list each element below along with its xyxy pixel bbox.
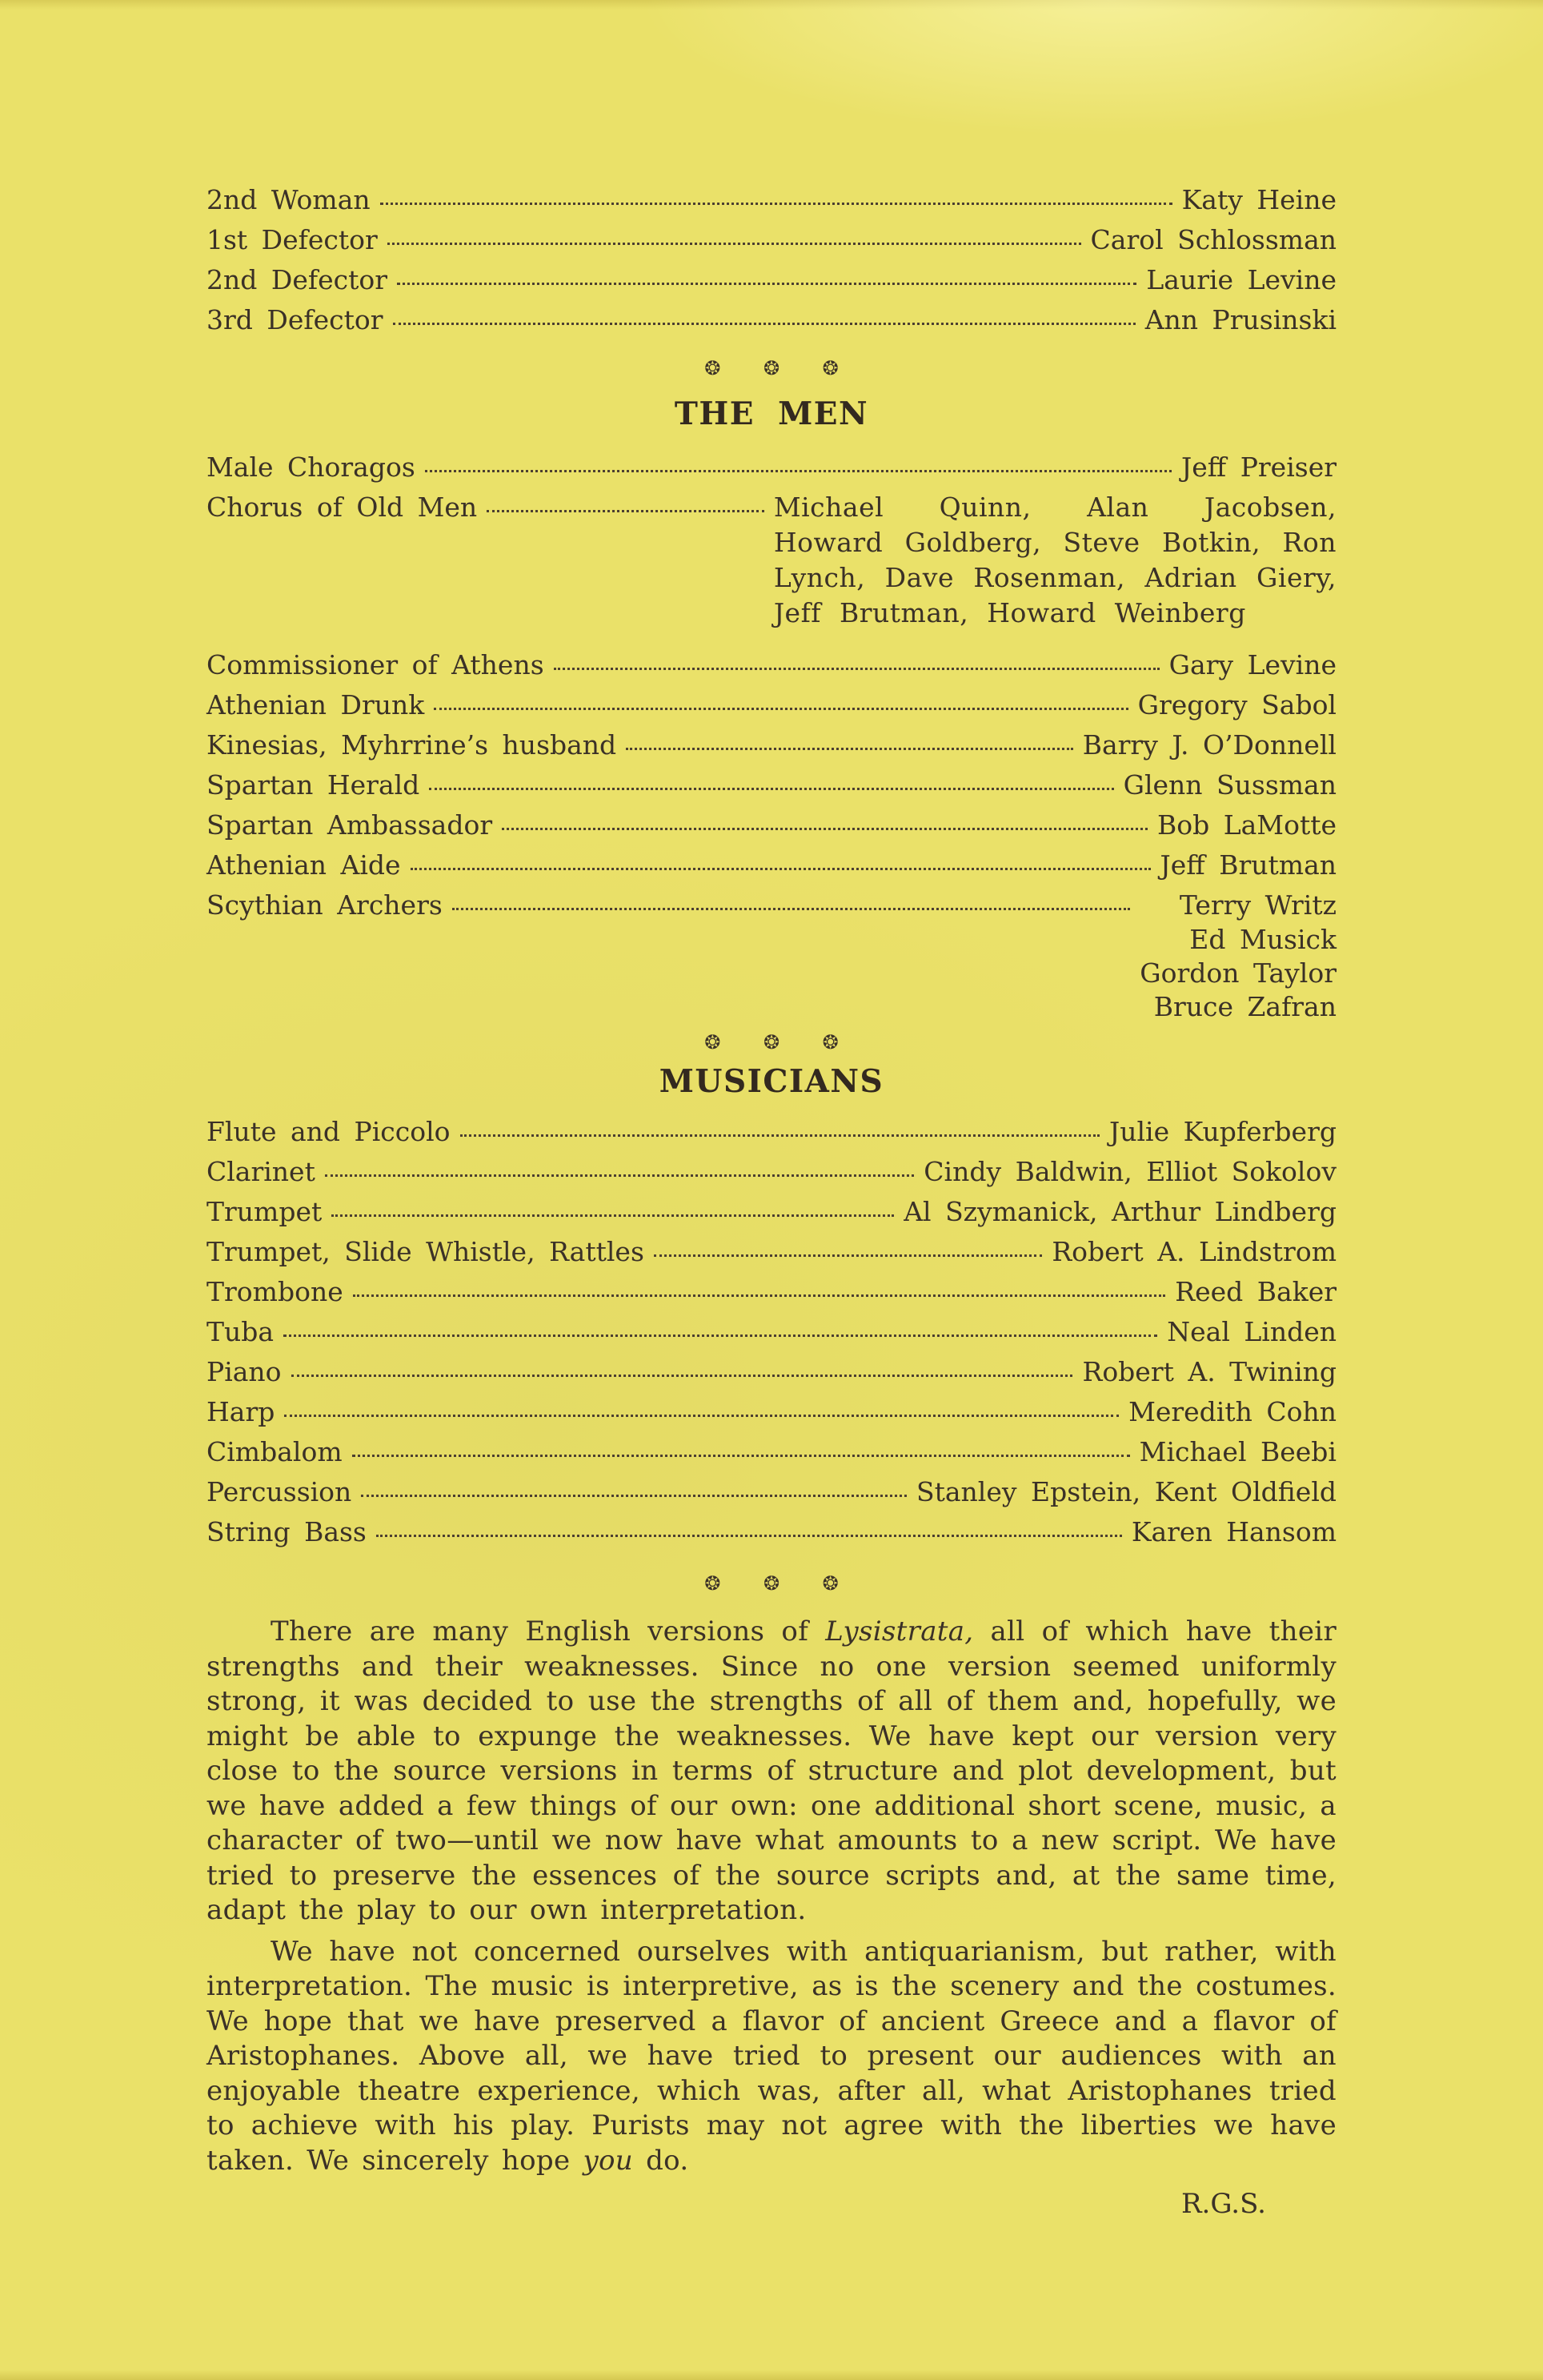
musician-name: Stanley Epstein, Kent Oldfield — [916, 1476, 1337, 1507]
role-label: Athenian Drunk — [206, 689, 425, 720]
note-text: We have not concerned ourselves with antiquarianism, but rather, with interpretation. The music is interpretive, as is the scenery and the costumes. We hope that we have preserved a flavor of ancient Greece and a flavor of Aristophanes. Above all, we have tried to present our audiences with an enjoyable theatre experience, which was, after all, what Aristophanes tried to achieve with his play. Purists may not agree with the liberties we have taken. We sincerely hope — [206, 1935, 1337, 2177]
musician-name: Michael Beebi — [1139, 1436, 1337, 1467]
dot-leader — [352, 1455, 1130, 1457]
performer-name: Jeff Preiser — [1181, 452, 1337, 483]
performer-name: Gary Levine — [1168, 649, 1337, 680]
instrument-label: Flute and Piccolo — [206, 1116, 451, 1147]
musician-row — [206, 1312, 1337, 1352]
performer-name: Terry Writz — [1179, 889, 1337, 921]
performer-name: Ann Prusinski — [1144, 304, 1337, 335]
musician-row — [206, 1272, 1337, 1312]
dot-leader — [626, 748, 1073, 750]
role-label: 3rd Defector — [206, 304, 383, 335]
dot-leader — [325, 1174, 914, 1177]
note-text: all of which have their strengths and their weaknesses. Since no one version seemed uniformly strong, it was decided to use the strengths of all of them and, hopefully, we might be able to expunge the weaknesses. We have kept our version very close to the source versions in terms of structure and plot development, but we have added a few things of our own: one additional short scene, music, a character of two—until we now have what amounts to a new script. We have tried to preserve the essences of the source scripts and, at the same time, adapt the play to our own interpretation. — [206, 1615, 1337, 1926]
dot-leader — [554, 668, 1160, 670]
dot-leader — [376, 1535, 1122, 1537]
cast-row — [206, 260, 1337, 300]
musicians-list — [206, 1112, 1337, 1552]
instrument-label: Percussion — [206, 1476, 352, 1507]
performer-name: Jeff Brutman — [1160, 849, 1337, 881]
musician-name: Neal Linden — [1167, 1316, 1337, 1347]
dot-leader — [460, 1134, 1100, 1137]
musician-name: Meredith Cohn — [1128, 1396, 1337, 1427]
section-title-musicians: MUSICIANS — [659, 1063, 884, 1100]
role-label: Chorus of Old Men — [206, 492, 478, 523]
performer-name: Laurie Levine — [1146, 264, 1337, 295]
dot-leader — [487, 510, 764, 512]
performer-name: Bob LaMotte — [1156, 809, 1337, 841]
cast-row — [206, 448, 1337, 488]
performer-name: Ed Musick — [1189, 924, 1337, 955]
performer-name: Glenn Sussman — [1123, 769, 1337, 801]
play-title-italic: Lysistrata, — [825, 1615, 974, 1648]
dot-leader — [452, 908, 1130, 910]
dot-leader — [393, 323, 1136, 325]
cast-row — [206, 180, 1337, 220]
instrument-label: Clarinet — [206, 1156, 315, 1187]
cast-row-chorus — [206, 488, 1337, 631]
note-text: There are many English versions of — [271, 1615, 826, 1648]
performer-name-stack — [1140, 888, 1337, 1024]
instrument-label: Cimbalom — [206, 1436, 343, 1467]
dot-leader — [434, 708, 1128, 710]
performer-name: Katy Heine — [1181, 184, 1337, 215]
role-label: 1st Defector — [206, 224, 378, 255]
cast-list-men — [206, 448, 1337, 1024]
dot-leader — [331, 1214, 894, 1217]
musician-name: Al Szymanick, Arthur Lindberg — [904, 1196, 1337, 1227]
dot-leader — [654, 1254, 1042, 1257]
role-label: Kinesias, Myhrrine’s husband — [206, 729, 617, 761]
instrument-label: Trumpet — [206, 1196, 323, 1227]
dot-leader — [502, 828, 1148, 830]
dot-leader — [283, 1334, 1157, 1337]
cast-list-women — [206, 180, 1337, 340]
section-title-the-men: THE MEN — [674, 395, 869, 432]
musician-row — [206, 1512, 1337, 1552]
musician-name: Robert A. Lindstrom — [1052, 1236, 1337, 1267]
asterisk-ornament: ❂ ❂ ❂ — [704, 357, 839, 379]
instrument-label: String Bass — [206, 1516, 367, 1547]
cast-row — [206, 220, 1337, 260]
musician-row — [206, 1432, 1337, 1472]
cast-row-archers — [206, 885, 1337, 1024]
directors-note-paragraph-1 — [206, 1615, 1337, 1928]
musician-row — [206, 1392, 1337, 1432]
performer-names-block: Michael Quinn, Alan Jacobsen, Howard Goldberg, Steve Botkin, Ron Lynch, Dave Rosenman, Adrian Giery, Jeff Brutman, Howard Weinberg — [773, 492, 1337, 628]
musician-name: Reed Baker — [1175, 1276, 1337, 1307]
musician-row — [206, 1152, 1337, 1192]
dot-leader — [429, 788, 1113, 790]
role-label: Male Choragos — [206, 452, 415, 483]
performer-name: Barry J. O’Donnell — [1082, 729, 1337, 761]
instrument-label: Tuba — [206, 1316, 275, 1347]
dot-leader — [284, 1415, 1119, 1417]
cast-row — [206, 645, 1337, 685]
role-label: 2nd Defector — [206, 264, 387, 295]
signature-initials: R.G.S. — [1180, 2188, 1266, 2220]
performer-name: Bruce Zafran — [1153, 991, 1337, 1022]
cast-row — [206, 725, 1337, 765]
instrument-label: Harp — [206, 1396, 275, 1427]
instrument-label: Piano — [206, 1356, 282, 1387]
cast-row — [206, 765, 1337, 805]
musician-name: Julie Kupferberg — [1109, 1116, 1337, 1147]
role-label: Scythian Archers — [206, 889, 443, 921]
musician-name: Cindy Baldwin, Elliot Sokolov — [924, 1156, 1337, 1187]
musician-name: Karen Hansom — [1131, 1516, 1337, 1547]
instrument-label: Trumpet, Slide Whistle, Rattles — [206, 1236, 644, 1267]
dot-leader — [291, 1375, 1073, 1377]
role-label: Commissioner of Athens — [206, 649, 544, 680]
directors-note-paragraph-2 — [206, 1935, 1337, 2179]
performer-name: Carol Schlossman — [1090, 224, 1337, 255]
role-label: Athenian Aide — [206, 849, 401, 881]
performer-name: Gregory Sabol — [1137, 689, 1337, 720]
performer-name: Gordon Taylor — [1140, 957, 1337, 989]
musician-row — [206, 1112, 1337, 1152]
instrument-label: Trombone — [206, 1276, 343, 1307]
cast-row — [206, 685, 1337, 725]
role-label: 2nd Woman — [206, 184, 371, 215]
cast-row — [206, 845, 1337, 885]
asterisk-ornament: ❂ ❂ ❂ — [704, 1031, 839, 1054]
musician-name: Robert A. Twining — [1082, 1356, 1337, 1387]
musician-row — [206, 1352, 1337, 1392]
dot-leader — [425, 470, 1172, 472]
cast-row — [206, 300, 1337, 340]
dot-leader — [411, 868, 1151, 870]
dot-leader — [361, 1495, 907, 1497]
asterisk-ornament: ❂ ❂ ❂ — [704, 1572, 839, 1595]
role-label: Spartan Ambassador — [206, 809, 493, 841]
dot-leader — [380, 203, 1172, 205]
role-label: Spartan Herald — [206, 769, 420, 801]
dot-leader — [397, 283, 1136, 285]
dot-leader — [353, 1294, 1166, 1297]
emphasis-italic: you — [583, 2144, 633, 2177]
dot-leader — [387, 243, 1081, 245]
note-text: do. — [632, 2144, 689, 2177]
musician-row — [206, 1192, 1337, 1232]
musician-row — [206, 1232, 1337, 1272]
musician-row — [206, 1472, 1337, 1512]
cast-row — [206, 805, 1337, 845]
